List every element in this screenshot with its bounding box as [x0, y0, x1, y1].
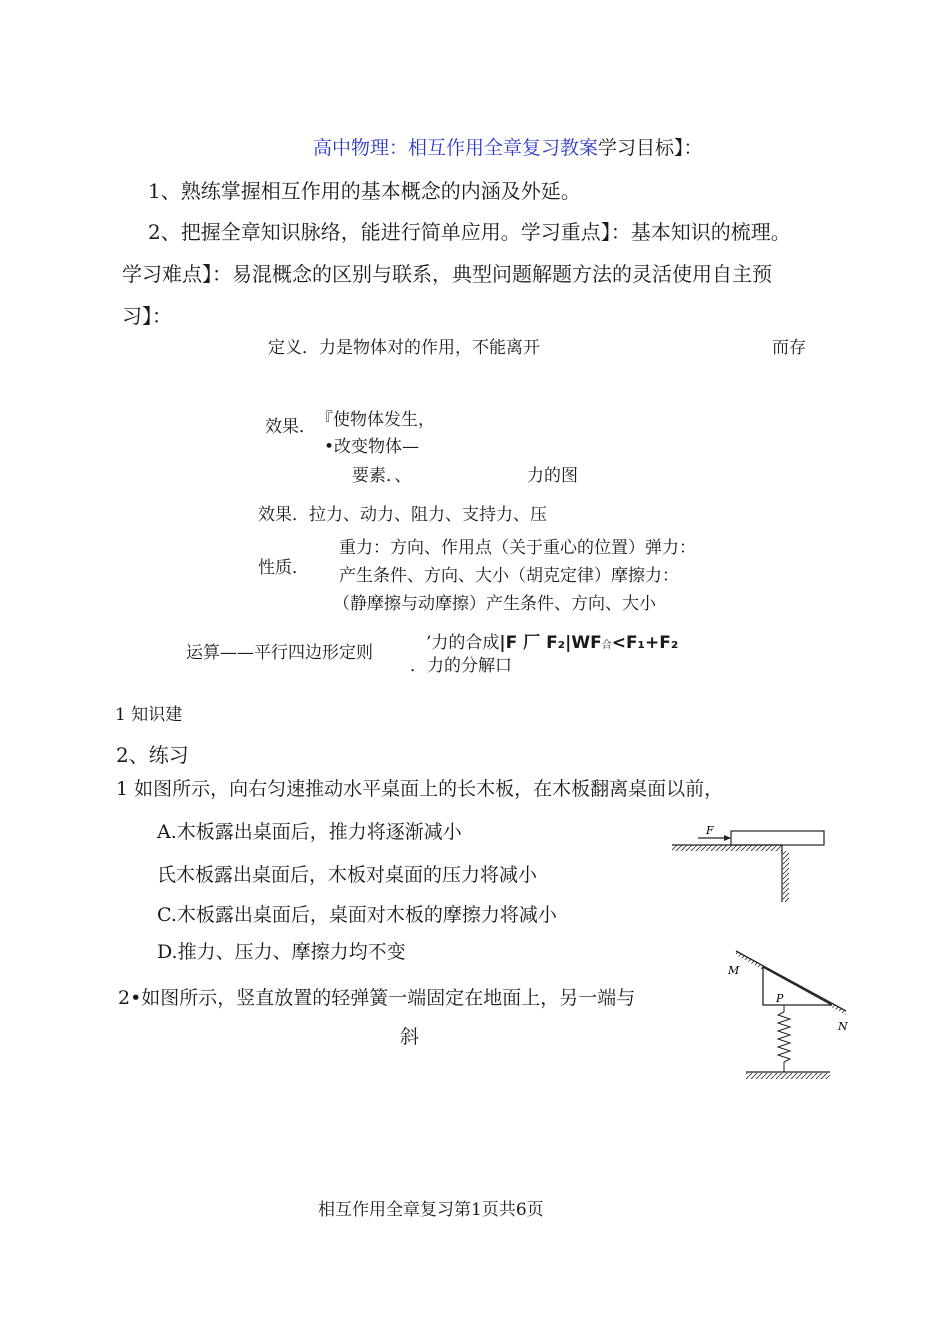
nature-line-1: 重力：方向、作用点（关于重心的位置）弹力： [339, 538, 696, 558]
block-p [763, 967, 832, 1005]
objective-line-4: 习】： [122, 304, 172, 328]
nature-line-2: 产生条件、方向、大小（胡克定律）摩擦力： [339, 566, 679, 586]
force-label-f: F [706, 824, 714, 837]
question-1-option-c: C.木板露出桌面后，桌面对木板的摩擦力将减小 [157, 904, 557, 926]
objective-line-3: 学习难点】：易混概念的区别与联系，典型问题解题方法的灵活使用自主预 [122, 262, 772, 286]
question-1-option-d: D.推力、压力、摩擦力均不变 [157, 941, 406, 963]
section-2-heading: 2、练习 [116, 743, 189, 767]
spring-incline-figure [724, 946, 852, 1081]
classification-by-effect: 效果．拉力、动力、阻力、支持力、压 [258, 505, 547, 525]
board-rect [731, 831, 824, 845]
objective-line-1: 1、熟练掌握相互作用的基本概念的内涵及外延。 [148, 179, 581, 203]
page-title [313, 133, 703, 160]
label-m: M [728, 964, 740, 977]
board-table-figure [670, 822, 830, 904]
arrow-head-icon [724, 835, 731, 841]
title-black: 学习目标】： [598, 137, 703, 159]
elements-label: 要素．、 [352, 466, 412, 486]
spring [778, 1005, 790, 1072]
force-decomposition: ．力的分解口 [410, 656, 512, 676]
definition-right: 而存 [772, 338, 806, 358]
nature-label: 性质． [258, 558, 309, 578]
force-synthesis: ’力的合成|F 厂 F₂|WF合<F₁+F₂ [426, 633, 679, 653]
ground-hatch [746, 1073, 830, 1079]
table-edge-hatch [783, 851, 789, 902]
section-1-heading: 1 知识建 [115, 705, 183, 725]
operation-label: 运算——平行四边形定则 [186, 643, 373, 663]
question-2-stem-cont: 斜 [400, 1026, 420, 1048]
nature-line-3: （静摩擦与动摩擦）产生条件、方向、大小 [333, 594, 656, 614]
effect-label: 效果． [265, 417, 316, 437]
page-footer: 相互作用全章复习第1页共6页 [318, 1200, 544, 1220]
question-1-option-a: A.木板露出桌面后，推力将逐渐减小 [157, 821, 462, 843]
label-n: N [838, 1020, 848, 1033]
table-hatch [672, 845, 782, 851]
question-1-option-b: 氏木板露出桌面后，木板对桌面的压力将减小 [157, 864, 538, 886]
label-p: P [776, 992, 784, 1005]
force-diagram-label: 力的图 [527, 466, 578, 486]
question-1-stem: 1 如图所示，向右匀速推动水平桌面上的长木板，在木板翻离桌面以前， [116, 778, 724, 800]
objective-line-2: 2、把握全章知识脉络，能进行简单应用。学习重点】：基本知识的梳理。 [148, 220, 791, 244]
effect-line-1: 『使物体发生， [316, 410, 435, 430]
definition-left: 定义．力是物体对的作用，不能离开 [268, 338, 540, 358]
title-blue: 高中物理：相互作用全章复习教案 [313, 137, 599, 159]
question-2-stem: 2•如图所示，竖直放置的轻弹簧一端固定在地面上，另一端与 [118, 987, 636, 1009]
effect-line-2: •改变物体— [324, 437, 420, 457]
